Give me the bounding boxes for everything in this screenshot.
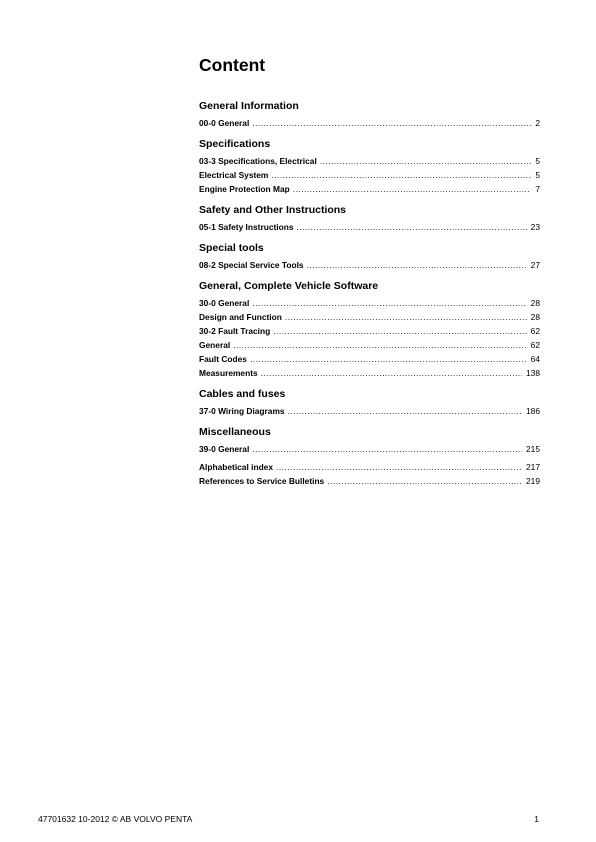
- footer-document-info: 47701632 10-2012 © AB VOLVO PENTA: [38, 814, 193, 824]
- entry-page-number: 64: [530, 354, 540, 364]
- dot-leader: [252, 442, 522, 456]
- table-of-contents: [199, 100, 540, 496]
- entry-page-number: 62: [530, 326, 540, 336]
- dot-leader: [273, 324, 526, 338]
- entry-page-number: 217: [526, 462, 540, 472]
- dot-leader: [252, 116, 531, 130]
- toc-entry[interactable]: [199, 154, 540, 168]
- toc-section-special-tools: [199, 242, 540, 272]
- toc-section-vehicle-software: [199, 280, 540, 380]
- entry-label: References to Service Bulletins: [199, 476, 325, 486]
- entry-page-number: 5: [535, 156, 540, 166]
- toc-entry[interactable]: [199, 338, 540, 352]
- entry-label: Measurements: [199, 368, 258, 378]
- section-heading: Specifications: [199, 138, 271, 150]
- toc-entry-service-bulletins[interactable]: [199, 474, 540, 488]
- toc-section-safety: [199, 204, 540, 234]
- toc-section-miscellaneous: [199, 426, 540, 488]
- toc-entry[interactable]: [199, 116, 540, 130]
- section-heading: General Information: [199, 100, 299, 112]
- entry-page-number: 2: [535, 118, 540, 128]
- entry-label: Fault Codes: [199, 354, 247, 364]
- dot-leader: [276, 460, 522, 474]
- entry-page-number: 215: [526, 444, 540, 454]
- dot-leader: [296, 220, 526, 234]
- toc-entry[interactable]: [199, 258, 540, 272]
- toc-entry[interactable]: [199, 352, 540, 366]
- toc-entry[interactable]: [199, 366, 540, 380]
- toc-entry[interactable]: [199, 220, 540, 234]
- entry-label: 30-0 General: [199, 298, 250, 308]
- toc-entry[interactable]: [199, 324, 540, 338]
- entry-page-number: 138: [526, 368, 540, 378]
- entry-label: Alphabetical index: [199, 462, 273, 472]
- entry-label: 39-0 General: [199, 444, 250, 454]
- toc-entry[interactable]: [199, 168, 540, 182]
- dot-leader: [233, 338, 526, 352]
- toc-entry[interactable]: [199, 182, 540, 196]
- toc-entry[interactable]: [199, 296, 540, 310]
- toc-entry[interactable]: [199, 442, 540, 456]
- dot-leader: [271, 168, 531, 182]
- section-heading: Miscellaneous: [199, 426, 271, 438]
- section-heading: Special tools: [199, 242, 264, 254]
- entry-label: 37-0 Wiring Diagrams: [199, 406, 285, 416]
- entry-label: Design and Function: [199, 312, 282, 322]
- entry-page-number: 28: [530, 298, 540, 308]
- dot-leader: [288, 404, 522, 418]
- entry-page-number: 186: [526, 406, 540, 416]
- section-heading: Safety and Other Instructions: [199, 204, 347, 216]
- entry-label: Engine Protection Map: [199, 184, 290, 194]
- dot-leader: [250, 352, 527, 366]
- entry-label: General: [199, 340, 231, 350]
- dot-leader: [261, 366, 522, 380]
- dot-leader: [327, 474, 522, 488]
- dot-leader: [307, 258, 527, 272]
- entry-label: 08-2 Special Service Tools: [199, 260, 304, 270]
- toc-entry[interactable]: [199, 404, 540, 418]
- dot-leader: [285, 310, 527, 324]
- entry-label: 00-0 General: [199, 118, 250, 128]
- entry-page-number: 7: [535, 184, 540, 194]
- toc-entry[interactable]: [199, 310, 540, 324]
- entry-label: 03-3 Specifications, Electrical: [199, 156, 317, 166]
- dot-leader: [252, 296, 526, 310]
- dot-leader: [293, 182, 532, 196]
- entry-page-number: 23: [530, 222, 540, 232]
- section-heading: Cables and fuses: [199, 388, 286, 400]
- dot-leader: [320, 154, 532, 168]
- toc-section-cables-fuses: [199, 388, 540, 418]
- entry-label: 05-1 Safety Instructions: [199, 222, 294, 232]
- entry-page-number: 219: [526, 476, 540, 486]
- toc-entry-alphabetical-index[interactable]: [199, 460, 540, 474]
- section-heading: General, Complete Vehicle Software: [199, 280, 379, 292]
- entry-page-number: 5: [535, 170, 540, 180]
- entry-label: Electrical System: [199, 170, 269, 180]
- toc-section-general-information: [199, 100, 540, 130]
- entry-page-number: 62: [530, 340, 540, 350]
- entry-label: 30-2 Fault Tracing: [199, 326, 271, 336]
- entry-page-number: 28: [530, 312, 540, 322]
- page-title: Content: [199, 55, 266, 75]
- footer-page-number: 1: [534, 814, 539, 824]
- entry-page-number: 27: [530, 260, 540, 270]
- toc-section-specifications: [199, 138, 540, 196]
